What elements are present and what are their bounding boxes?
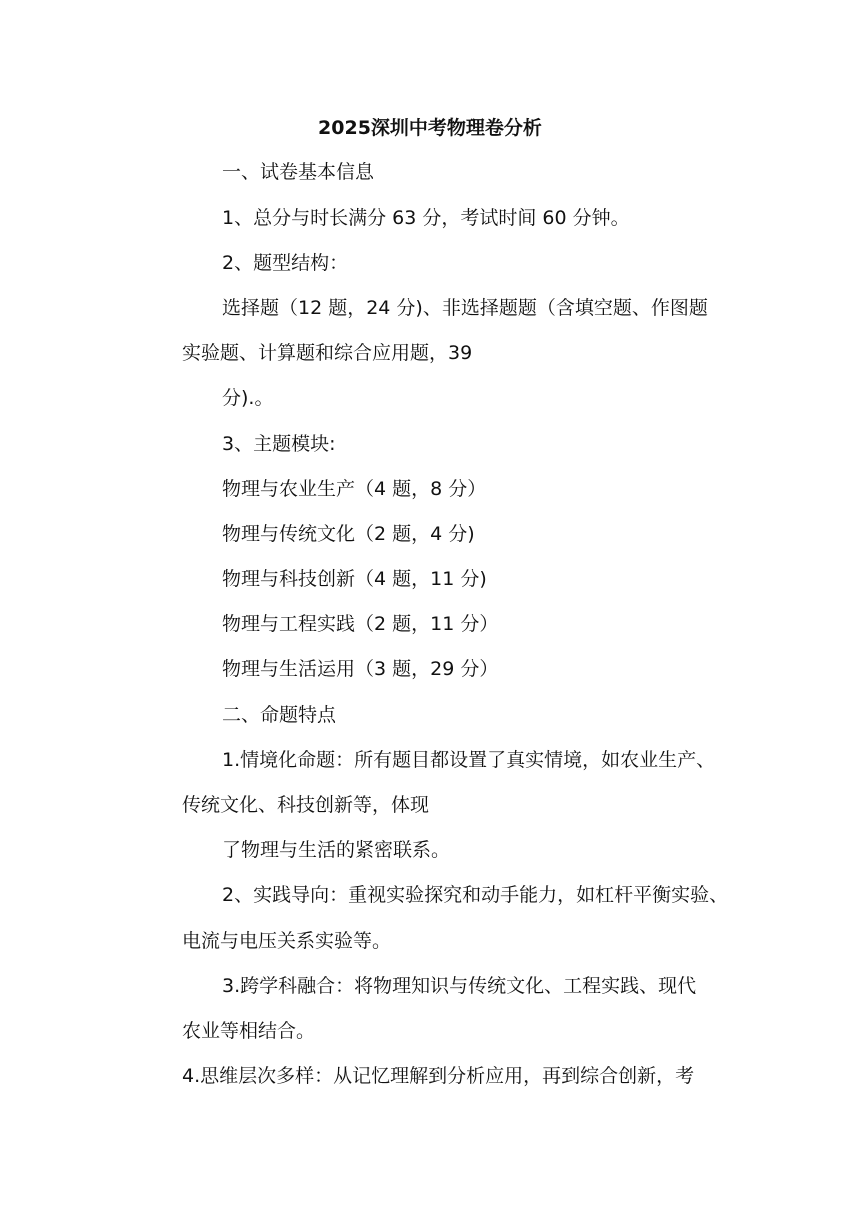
paragraph-line: 分).。	[222, 387, 274, 409]
document-title: 2025深圳中考物理卷分析	[318, 117, 542, 139]
list-item: 物理与科技创新（4 题，11 分)	[222, 568, 487, 590]
paragraph-line: 2、实践导向：重视实验探究和动手能力，如杠杆平衡实验、	[222, 884, 729, 906]
paragraph-line: 4.思维层次多样：从记忆理解到分析应用，再到综合创新，考	[182, 1065, 695, 1087]
paragraph-line: 了物理与生活的紧密联系。	[222, 839, 451, 861]
list-item: 物理与工程实践（2 题，11 分）	[222, 613, 499, 635]
paragraph-line: 1.情境化命题：所有题目都设置了真实情境，如农业生产、	[222, 749, 716, 771]
list-item: 物理与农业生产（4 题，8 分）	[222, 478, 487, 500]
paragraph-line: 实验题、计算题和综合应用题，39	[182, 342, 473, 364]
paragraph-line: 2、题型结构：	[222, 252, 349, 274]
list-item: 物理与传统文化（2 题，4 分)	[222, 523, 475, 545]
section-heading-features: 二、命题特点	[222, 704, 337, 726]
paragraph-line: 电流与电压关系实验等。	[182, 930, 392, 952]
paragraph-line: 3.跨学科融合：将物理知识与传统文化、工程实践、现代	[222, 975, 697, 997]
paragraph-line: 1、总分与时长满分 63 分，考试时间 60 分钟。	[222, 207, 630, 229]
section-heading-basic-info: 一、试卷基本信息	[222, 161, 375, 183]
paragraph-line: 农业等相结合。	[182, 1020, 316, 1042]
paragraph-line: 选择题（12 题，24 分)、非选择题题（含填空题、作图题	[222, 297, 708, 319]
paragraph-line: 传统文化、科技创新等，体现	[182, 794, 430, 816]
list-item: 物理与生活运用（3 题，29 分）	[222, 658, 499, 680]
paragraph-line: 3、主题模块:	[222, 433, 336, 455]
